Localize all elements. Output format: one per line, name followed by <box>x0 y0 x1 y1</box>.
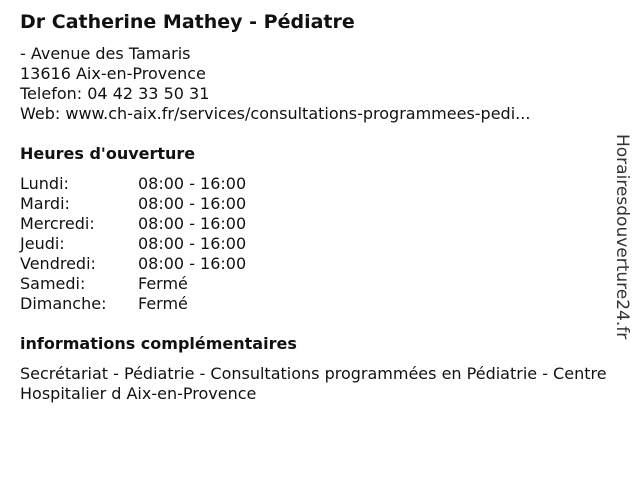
hours-row-tuesday <box>20 194 246 214</box>
day-label: Samedi: <box>20 274 86 293</box>
additional-info-text: Secrétariat - Pédiatrie - Consultations programmées en Pédiatrie - Centre Hospitalier d Aix-en-Provence <box>20 364 607 403</box>
day-label: Mardi: <box>20 194 70 213</box>
time-value: Fermé <box>138 274 188 293</box>
hours-row-wednesday <box>20 214 246 234</box>
page-title: Dr Catherine Mathey - Pédiatre <box>20 11 355 33</box>
hours-row-friday <box>20 254 246 274</box>
website-link[interactable]: Web: www.ch-aix.fr/services/consultations-programmees-pedi... <box>20 104 531 123</box>
day-label: Jeudi: <box>20 234 65 253</box>
phone-number: Telefon: 04 42 33 50 31 <box>20 84 210 103</box>
time-value: 08:00 - 16:00 <box>138 234 247 253</box>
time-value: 08:00 - 16:00 <box>138 254 247 273</box>
day-label: Vendredi: <box>20 254 96 273</box>
hours-row-thursday <box>20 234 246 254</box>
street-address: - Avenue des Tamaris <box>20 44 191 63</box>
opening-hours-heading: Heures d'ouverture <box>20 144 196 163</box>
day-label: Mercredi: <box>20 214 95 233</box>
day-label: Lundi: <box>20 174 69 193</box>
address-block <box>20 44 530 124</box>
additional-info-heading: informations complémentaires <box>20 334 297 353</box>
watermark <box>606 134 640 344</box>
city-address: 13616 Aix-en-Provence <box>20 64 206 83</box>
hours-row-saturday <box>20 274 246 294</box>
watermark-text: Horairesdouverture24.fr <box>612 134 632 340</box>
opening-hours-table <box>20 174 246 314</box>
time-value: 08:00 - 16:00 <box>138 174 247 193</box>
time-value: Fermé <box>138 294 188 313</box>
hours-row-sunday <box>20 294 246 314</box>
time-value: 08:00 - 16:00 <box>138 194 247 213</box>
hours-row-monday <box>20 174 246 194</box>
day-label: Dimanche: <box>20 294 107 313</box>
time-value: 08:00 - 16:00 <box>138 214 247 233</box>
